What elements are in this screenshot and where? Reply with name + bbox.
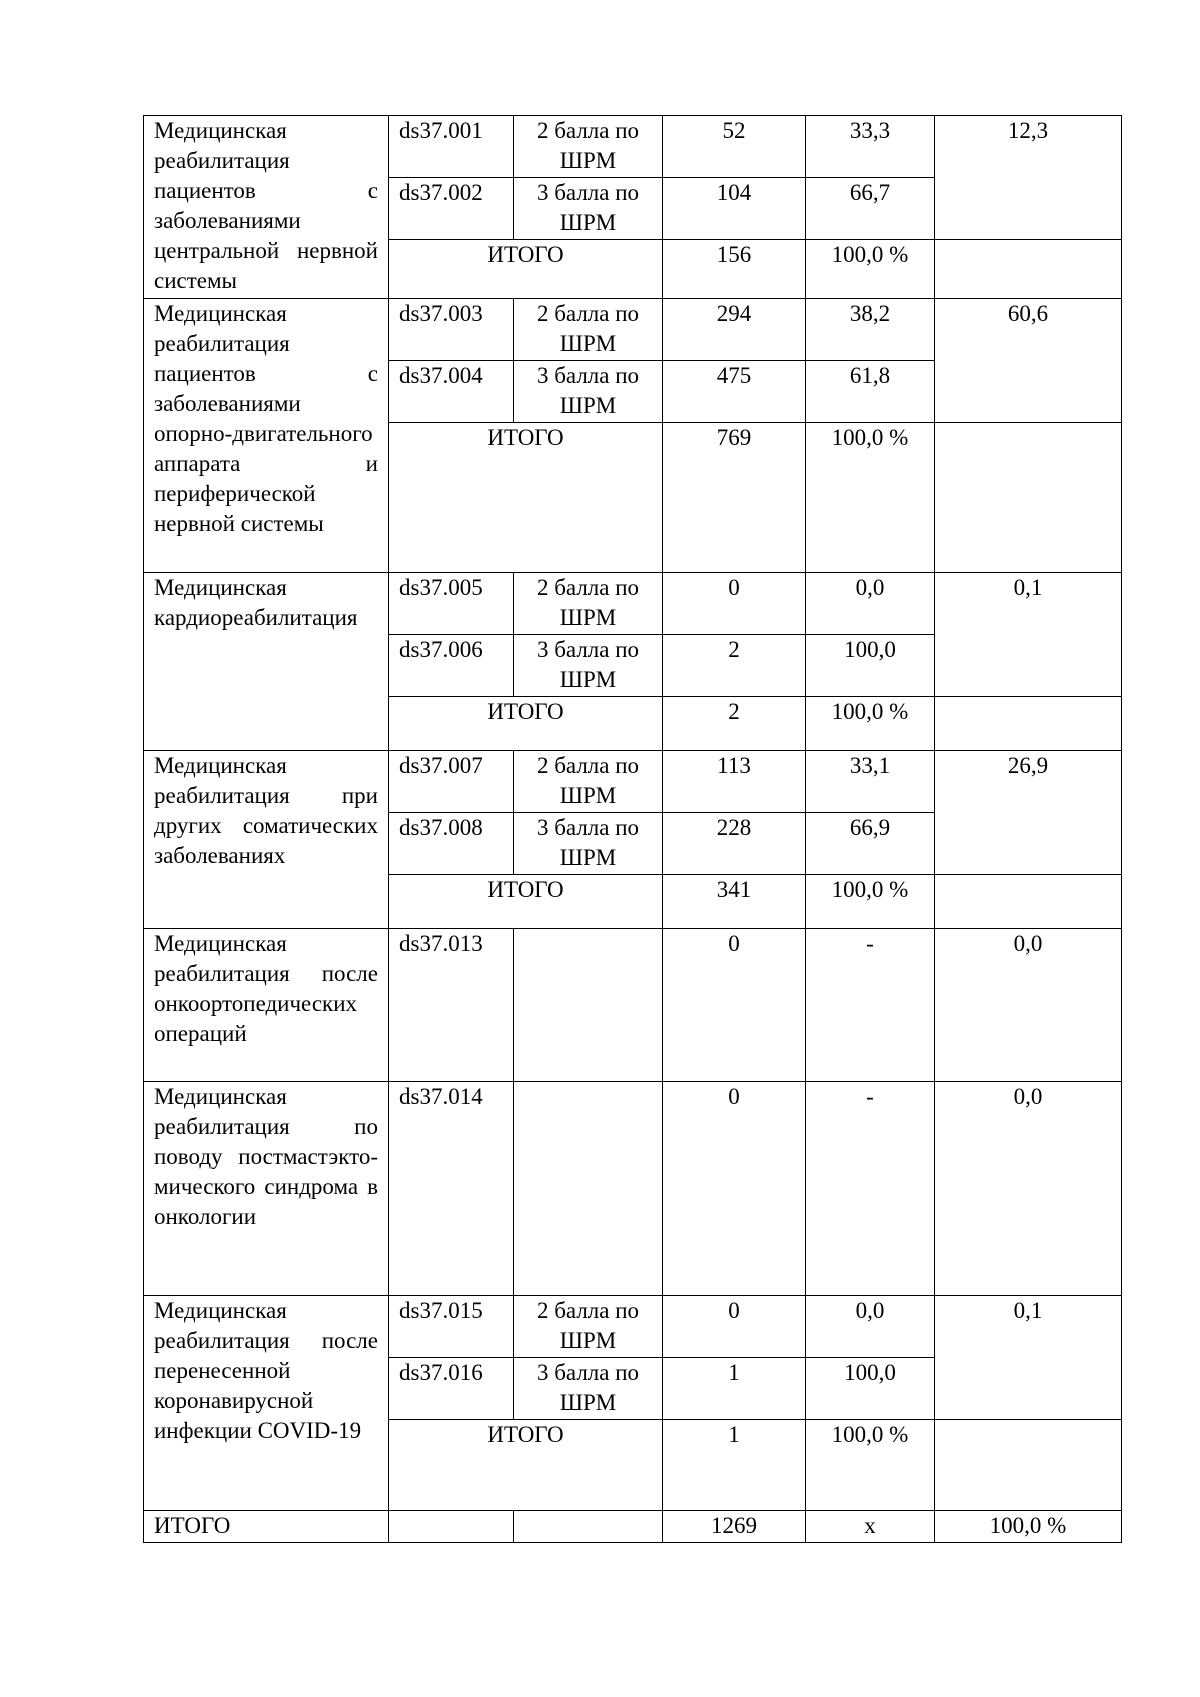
- share-cell: 100,0 %: [935, 1511, 1122, 1543]
- code-cell: ds37.007: [389, 751, 514, 813]
- code-cell: ds37.016: [389, 1358, 514, 1420]
- empty-cell: [935, 423, 1122, 573]
- share-cell: 60,6: [935, 299, 1122, 423]
- percent-cell: 66,7: [806, 178, 935, 240]
- document-page: [143, 115, 1122, 1543]
- percent-cell: 100,0 %: [806, 423, 935, 573]
- count-cell: 1: [663, 1358, 806, 1420]
- grade-cell: 3 балла по ШРМ: [514, 813, 663, 875]
- count-cell: 2: [663, 697, 806, 751]
- percent-cell: 33,3: [806, 116, 935, 178]
- empty-cell: [935, 1420, 1122, 1511]
- percent-cell: x: [806, 1511, 935, 1543]
- table-row: [144, 299, 1122, 361]
- share-cell: 0,0: [935, 1082, 1122, 1296]
- grade-cell: 2 балла по ШРМ: [514, 573, 663, 635]
- empty-cell: [935, 875, 1122, 929]
- share-cell: 0,0: [935, 929, 1122, 1082]
- percent-cell: 38,2: [806, 299, 935, 361]
- table-row: [144, 573, 1122, 635]
- percent-cell: -: [806, 1082, 935, 1296]
- subtotal-label: ИТОГО: [389, 875, 663, 929]
- group-name: Медицинская реабилитация после онкоортопедических операций: [144, 929, 389, 1082]
- grade-cell: 3 балла по ШРМ: [514, 361, 663, 423]
- count-cell: 52: [663, 116, 806, 178]
- share-cell: 12,3: [935, 116, 1122, 240]
- grade-cell: [514, 1082, 663, 1296]
- group-name: Медицинская реабилитация пациентов с заболеваниями опорно-двигательного аппарата и периферической нервной системы: [144, 299, 389, 573]
- percent-cell: 0,0: [806, 1296, 935, 1358]
- count-cell: 104: [663, 178, 806, 240]
- code-cell: ds37.002: [389, 178, 514, 240]
- percent-cell: 61,8: [806, 361, 935, 423]
- code-cell: ds37.014: [389, 1082, 514, 1296]
- group-name: Медицинская реабилитация пациентов с заболеваниями центральной нервной системы: [144, 116, 389, 299]
- count-cell: 0: [663, 1082, 806, 1296]
- count-cell: 0: [663, 573, 806, 635]
- percent-cell: 33,1: [806, 751, 935, 813]
- group-name: Медицинская реабилитация после перенесенной коронавирусной инфекции COVID-19: [144, 1296, 389, 1511]
- grand-total-label: ИТОГО: [144, 1511, 389, 1543]
- count-cell: 2: [663, 635, 806, 697]
- percent-cell: 66,9: [806, 813, 935, 875]
- subtotal-label: ИТОГО: [389, 1420, 663, 1511]
- group-name: Медицинская реабилитация при других соматических заболеваниях: [144, 751, 389, 929]
- percent-cell: 0,0: [806, 573, 935, 635]
- table-row: [144, 929, 1122, 1082]
- grade-cell: 2 балла по ШРМ: [514, 116, 663, 178]
- group-name: Медицинская реабилитация по поводу постмастэкто-мического синдрома в онкологии: [144, 1082, 389, 1296]
- count-cell: 341: [663, 875, 806, 929]
- grade-cell: 2 балла по ШРМ: [514, 1296, 663, 1358]
- percent-cell: 100,0 %: [806, 875, 935, 929]
- code-cell: ds37.003: [389, 299, 514, 361]
- percent-cell: 100,0: [806, 635, 935, 697]
- share-cell: 0,1: [935, 573, 1122, 697]
- grade-cell: 3 балла по ШРМ: [514, 178, 663, 240]
- subtotal-label: ИТОГО: [389, 697, 663, 751]
- table-row: [144, 1082, 1122, 1296]
- rehabilitation-table: [143, 115, 1122, 1543]
- count-cell: 294: [663, 299, 806, 361]
- code-cell: ds37.006: [389, 635, 514, 697]
- code-cell: ds37.001: [389, 116, 514, 178]
- grade-cell: 3 балла по ШРМ: [514, 635, 663, 697]
- code-cell: ds37.015: [389, 1296, 514, 1358]
- percent-cell: 100,0 %: [806, 240, 935, 299]
- subtotal-label: ИТОГО: [389, 423, 663, 573]
- group-name: Медицинская кардиореабилитация: [144, 573, 389, 751]
- grand-total-row: [144, 1511, 1122, 1543]
- percent-cell: -: [806, 929, 935, 1082]
- count-cell: 0: [663, 929, 806, 1082]
- share-cell: 0,1: [935, 1296, 1122, 1420]
- count-cell: 228: [663, 813, 806, 875]
- grade-cell: 2 балла по ШРМ: [514, 751, 663, 813]
- subtotal-label: ИТОГО: [389, 240, 663, 299]
- percent-cell: 100,0 %: [806, 1420, 935, 1511]
- share-cell: 26,9: [935, 751, 1122, 875]
- count-cell: 1269: [663, 1511, 806, 1543]
- empty-cell: [935, 697, 1122, 751]
- empty-cell: [389, 1511, 514, 1543]
- percent-cell: 100,0: [806, 1358, 935, 1420]
- percent-cell: 100,0 %: [806, 697, 935, 751]
- count-cell: 1: [663, 1420, 806, 1511]
- table-row: [144, 751, 1122, 813]
- code-cell: ds37.013: [389, 929, 514, 1082]
- grade-cell: 2 балла по ШРМ: [514, 299, 663, 361]
- table-row: [144, 116, 1122, 178]
- empty-cell: [935, 240, 1122, 299]
- code-cell: ds37.008: [389, 813, 514, 875]
- table-row: [144, 1296, 1122, 1358]
- count-cell: 475: [663, 361, 806, 423]
- code-cell: ds37.005: [389, 573, 514, 635]
- empty-cell: [514, 1511, 663, 1543]
- code-cell: ds37.004: [389, 361, 514, 423]
- count-cell: 113: [663, 751, 806, 813]
- count-cell: 156: [663, 240, 806, 299]
- grade-cell: [514, 929, 663, 1082]
- count-cell: 769: [663, 423, 806, 573]
- count-cell: 0: [663, 1296, 806, 1358]
- grade-cell: 3 балла по ШРМ: [514, 1358, 663, 1420]
